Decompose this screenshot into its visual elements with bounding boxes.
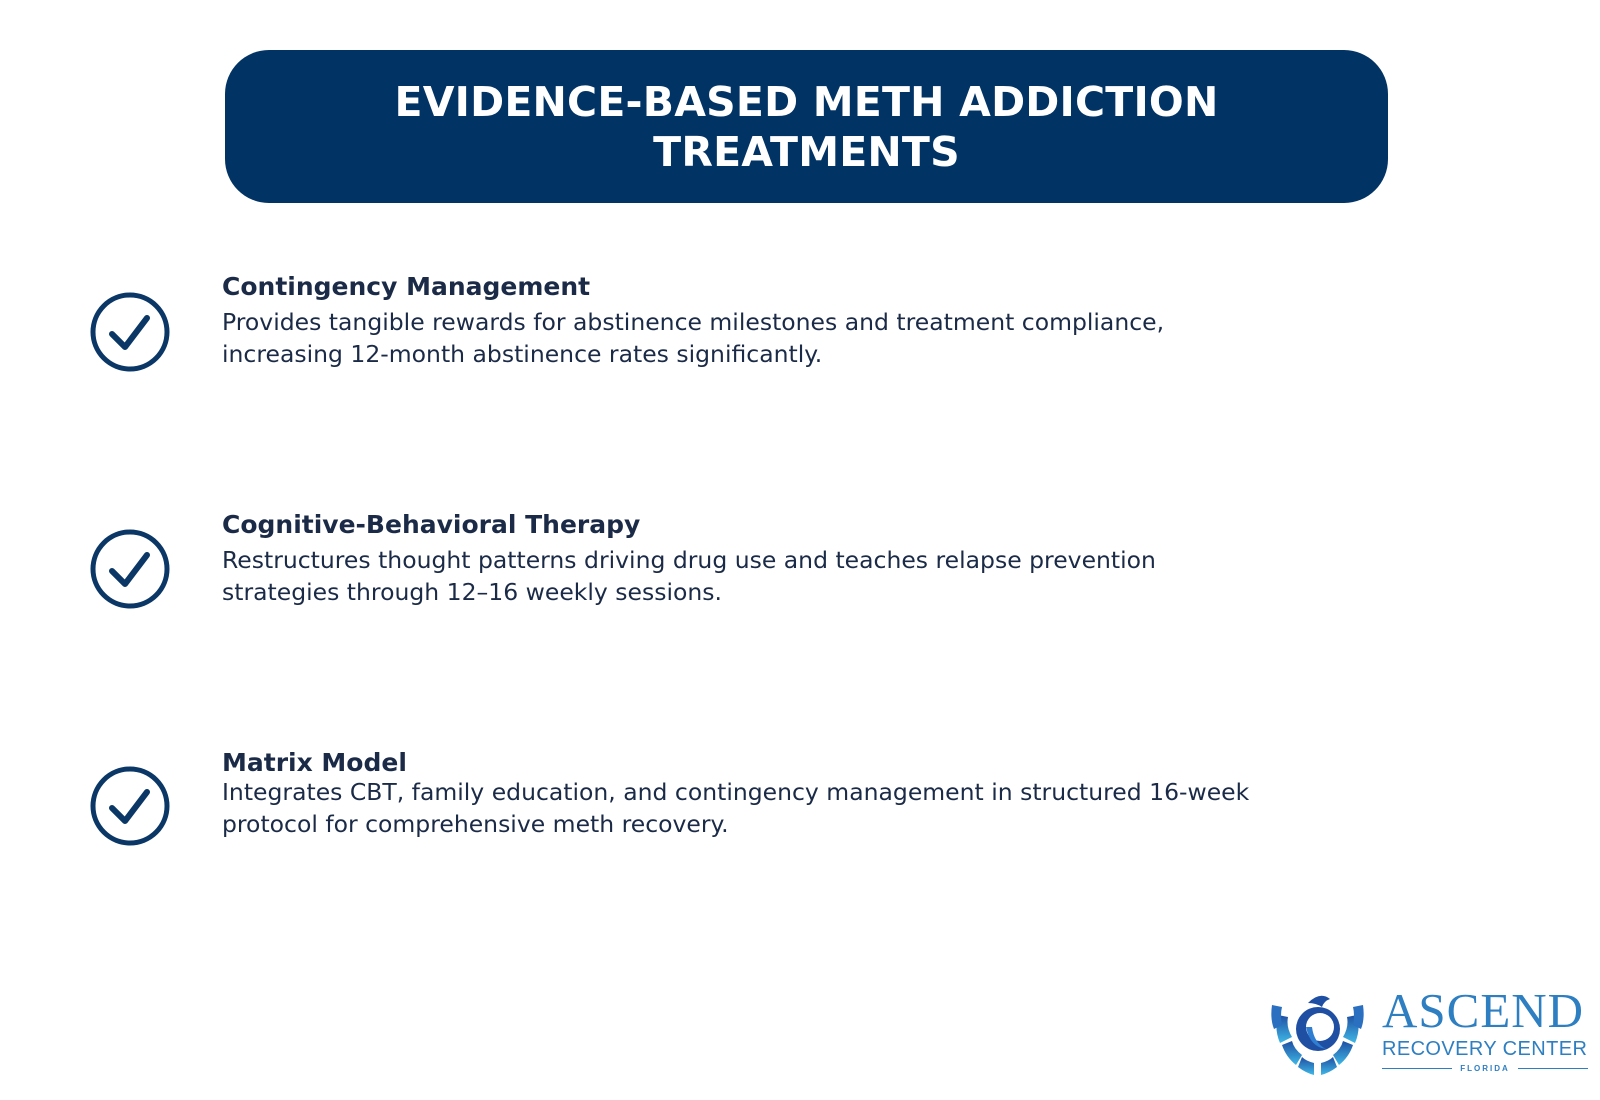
treatment-text (222, 746, 1342, 840)
logo-rule-left (1382, 1068, 1452, 1069)
treatment-text (222, 508, 1342, 608)
treatment-title: Cognitive-Behavioral Therapy (222, 510, 641, 539)
treatment-description (222, 776, 1342, 840)
phoenix-logo-icon (1270, 985, 1365, 1077)
check-circle-icon (88, 290, 172, 374)
description-line: Integrates CBT, family education, and contingency management in structured 16-week (222, 778, 1250, 806)
treatment-title: Matrix Model (222, 748, 407, 777)
logo-state: FLORIDA (1460, 1063, 1510, 1073)
check-circle-icon (88, 527, 172, 611)
description-line: increasing 12-month abstinence rates significantly. (222, 340, 823, 368)
logo-state-row (1382, 1062, 1588, 1074)
description-line: strategies through 12–16 weekly sessions. (222, 578, 722, 606)
brand-logo (1270, 985, 1588, 1077)
treatment-title: Contingency Management (222, 272, 591, 301)
title-banner (225, 50, 1388, 203)
description-line: Restructures thought patterns driving drug use and teaches relapse prevention (222, 546, 1156, 574)
description-line: Provides tangible rewards for abstinence milestones and treatment compliance, (222, 308, 1165, 336)
treatment-text (222, 270, 1342, 370)
logo-rule-right (1518, 1068, 1588, 1069)
logo-wordmark: ASCEND (1382, 983, 1585, 1038)
page-title-line-1: EVIDENCE-BASED METH ADDICTION (394, 77, 1219, 126)
logo-subtitle: RECOVERY CENTER (1382, 1038, 1588, 1060)
description-line: protocol for comprehensive meth recovery. (222, 810, 729, 838)
treatment-description (222, 306, 1342, 370)
page-title-line-2: TREATMENTS (653, 127, 960, 176)
check-circle-icon (88, 764, 172, 848)
treatment-description (222, 544, 1342, 608)
